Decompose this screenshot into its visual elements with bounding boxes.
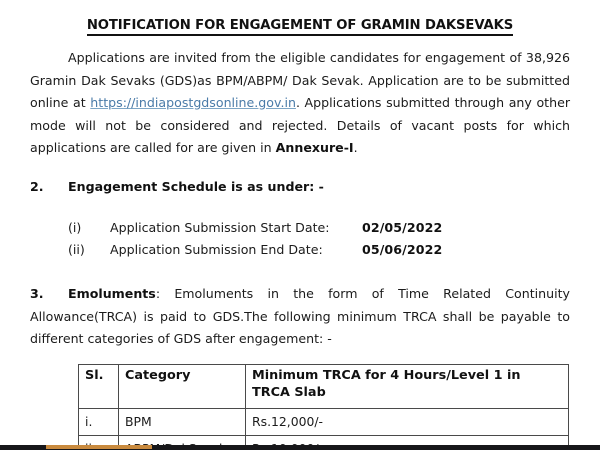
page-title <box>30 18 570 33</box>
section-3-heading-suffix: : <box>155 286 175 301</box>
trca-table <box>78 364 569 450</box>
list-item <box>68 217 568 239</box>
schedule-item-0-roman: (i) <box>68 220 82 235</box>
row-0-category: BPM <box>119 409 246 436</box>
section-2-heading <box>30 176 570 198</box>
list-item <box>68 239 568 261</box>
gds-portal-link[interactable]: https://indiapostgdsonline.gov.in <box>90 95 296 110</box>
table-header-category: Category <box>119 365 246 409</box>
intro-text-end: . <box>353 140 358 155</box>
engagement-schedule-list <box>68 217 568 261</box>
table-header-row <box>79 365 569 409</box>
table-row <box>79 409 569 436</box>
section-3-paragraph <box>30 283 570 351</box>
section-2-heading-text: Engagement Schedule is as under: - <box>68 179 324 194</box>
schedule-item-0-label: Application Submission Start Date: <box>110 220 330 235</box>
trca-table-wrapper <box>78 364 568 450</box>
intro-text-before-link: Applications are invited from the eligible candidates for engagement of 38,926 Gramin Dak Sevaks (GDS)as BPM/ABPM/ Dak Sevak. Application are to be submitted online at <box>30 50 570 110</box>
schedule-item-1-roman: (ii) <box>68 242 85 257</box>
bottom-accent-strip <box>46 445 152 449</box>
intro-paragraph <box>30 47 570 160</box>
section-2-number: 2. <box>30 179 44 194</box>
annexure-reference: Annexure-I <box>275 140 354 155</box>
schedule-item-1-label: Application Submission End Date: <box>110 242 323 257</box>
table-header-trca: Minimum TRCA for 4 Hours/Level 1 in TRCA Slab <box>246 365 569 409</box>
schedule-item-0-value: 02/05/2022 <box>362 220 443 235</box>
row-0-amount: Rs.12,000/- <box>246 409 569 436</box>
section-3-heading-text: Emoluments <box>68 286 156 301</box>
schedule-item-1-value: 05/06/2022 <box>362 242 443 257</box>
page-title-text: NOTIFICATION FOR ENGAGEMENT OF GRAMIN DAKSEVAKS <box>87 18 513 36</box>
row-0-sl: i. <box>79 409 119 436</box>
table-header-sl: Sl. <box>79 365 119 409</box>
section-3-body-text: Emoluments in the form of Time Related Continuity Allowance(TRCA) is paid to GDS.The following minimum TRCA shall be payable to different categories of GDS after engagement: - <box>30 286 571 346</box>
intro-text-after-link: . Applications submitted through any other mode will not be considered and rejected. Details of vacant posts for which applications are called for are given in <box>30 95 570 155</box>
section-3-number: 3. <box>30 286 44 301</box>
